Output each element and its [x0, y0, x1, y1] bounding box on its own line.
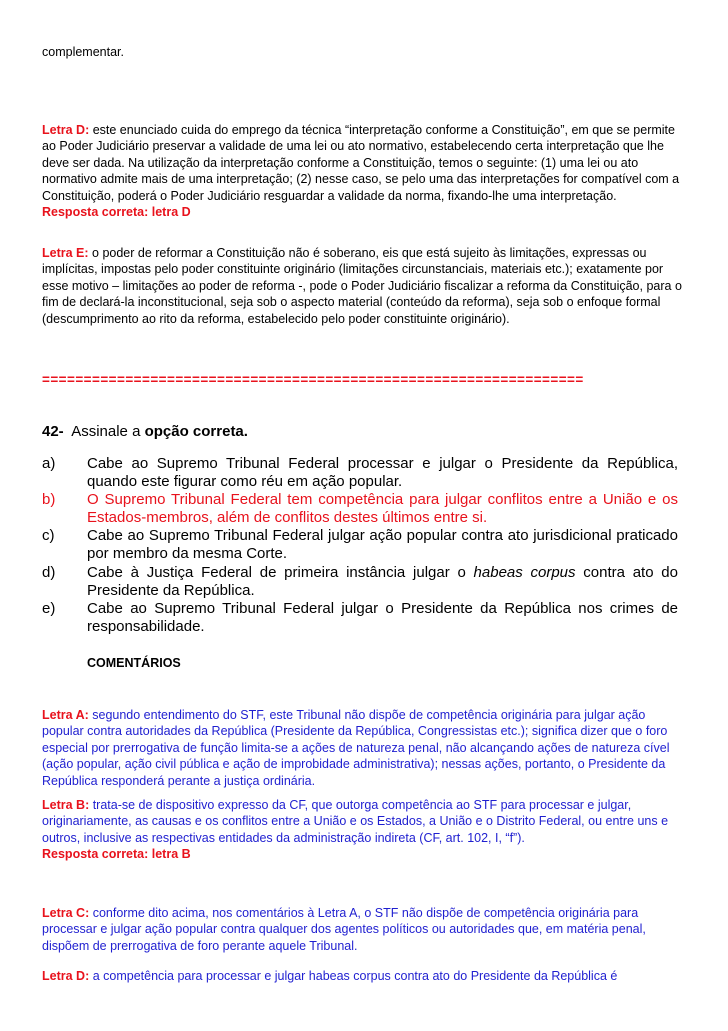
comment-a — [42, 707, 688, 789]
option-text — [87, 564, 678, 600]
question-title — [42, 423, 248, 440]
separator-line: ================================================================= — [42, 372, 584, 387]
option-text: Cabe ao Supremo Tribunal Federal julgar ação popular contra ato jurisdicional praticado por membro da mesma Corte. — [87, 527, 678, 563]
letter-b-label: Letra B: — [42, 798, 90, 812]
letter-d2-text: a competência para processar e julgar habeas corpus contra ato do Presidente da República é — [89, 969, 618, 983]
question-prefix: Assinale a — [71, 423, 145, 440]
letter-e-text: o poder de reformar a Constituição não é soberano, eis que está sujeito às limitações, expressas ou implícitas, impostas pelo poder constituinte originário (limitações circunstanciais, materiais etc.); exatamente por esse motivo – limitações ao poder de reforma -, pode o Poder Judiciário fiscalizar a reforma da Constituição, para o fim de declará-la inconstitucional, seja sob o aspecto material (conteúdo da reforma), seja sob o enfoque formal (descumprimento ao rito da reforma, estabelecido pelo poder constituinte originário). — [42, 246, 682, 326]
options-list — [42, 455, 678, 636]
option-letter: b) — [42, 491, 56, 509]
option-c — [42, 527, 678, 563]
option-text-italic: habeas corpus — [473, 563, 576, 581]
comment-c — [42, 905, 688, 954]
option-letter: c) — [42, 527, 55, 545]
question-number: 42- — [42, 423, 64, 440]
comment-b — [42, 797, 688, 863]
comment-e — [42, 245, 688, 327]
letter-d-label: Letra D: — [42, 123, 90, 137]
letter-d-text: este enunciado cuida do emprego da técnica “interpretação conforme a Constituição”, em que se permite ao Poder Judiciário preservar a validade de uma lei ou ato normativo, estabelecendo certa interpretação que lhe deve ser dada. Na utilização da interpretação conforme a Constituição, temos o seguinte: (1) uma lei ou ato normativo admite mais de uma interpretação; (2) nesse caso, se pelo uma das interpretações for compatível com a Constituição, poderá o Poder Judiciário resguardar a validade da norma, fixando-lhe uma interpretação. — [42, 123, 680, 203]
option-letter: a) — [42, 455, 56, 472]
comment-d-second — [42, 968, 688, 984]
letter-e-label: Letra E: — [42, 246, 89, 260]
comentarios-title: COMENTÁRIOS — [87, 656, 181, 670]
option-d — [42, 564, 678, 600]
answer-d: Resposta correta: letra D — [42, 205, 191, 220]
comment-d-first — [42, 122, 688, 220]
option-e — [42, 600, 678, 636]
option-text: O Supremo Tribunal Federal tem competência para julgar conflitos entre a União e os Estados-membros, além de conflitos destes últimos entre si. — [87, 491, 678, 527]
letter-b-text: trata-se de dispositivo expresso da CF, que outorga competência ao STF para processar e julgar, originariamente, as causas e os conflitos entre a União e os Estados, a União e o Distrito Federal, ou entre uns e outros, inclusive as respectivas entidades da administração indireta (CF, art. 102, I, “f”). — [42, 798, 669, 845]
option-letter: d) — [42, 563, 56, 581]
question-bold: opção correta. — [144, 423, 248, 440]
option-text: Cabe ao Supremo Tribunal Federal julgar o Presidente da República nos crimes de responsabilidade. — [87, 599, 678, 635]
letter-c-label: Letra C: — [42, 906, 90, 920]
option-letter: e) — [42, 599, 56, 617]
option-a — [42, 455, 678, 491]
option-text-after: contra ato do Presidente da República. — [87, 563, 678, 599]
letter-a-text: segundo entendimento do STF, este Tribunal não dispõe de competência originária para julgar ação popular contra autoridades da República (Presidente da República, Congressistas etc.); significa dizer que o foro especial por prerrogativa de função limita-se a ações de natureza penal, não alcançando ações de natureza cível (ação popular, ação civil pública e ação de improbidade administrativa); nessas ações, portanto, o Presidente da República responderá perante a justiça ordinária. — [42, 708, 670, 788]
option-b — [42, 491, 678, 527]
option-text: Cabe ao Supremo Tribunal Federal processar e julgar o Presidente da República, quando este figurar como réu em ação popular. — [87, 455, 678, 491]
intro-text: complementar. — [42, 45, 124, 59]
letter-d2-label: Letra D: — [42, 969, 90, 983]
answer-b: Resposta correta: letra B — [42, 847, 191, 862]
letter-a-label: Letra A: — [42, 708, 89, 722]
letter-c-text: conforme dito acima, nos comentários à Letra A, o STF não dispõe de competência originária para processar e julgar ação popular contra qualquer dos agentes políticos ou autoridades que, em matéria penal, dispõem de prerrogativa de foro perante aquele Tribunal. — [42, 906, 646, 953]
option-text-before: Cabe à Justiça Federal de primeira instância julgar o — [87, 563, 474, 581]
